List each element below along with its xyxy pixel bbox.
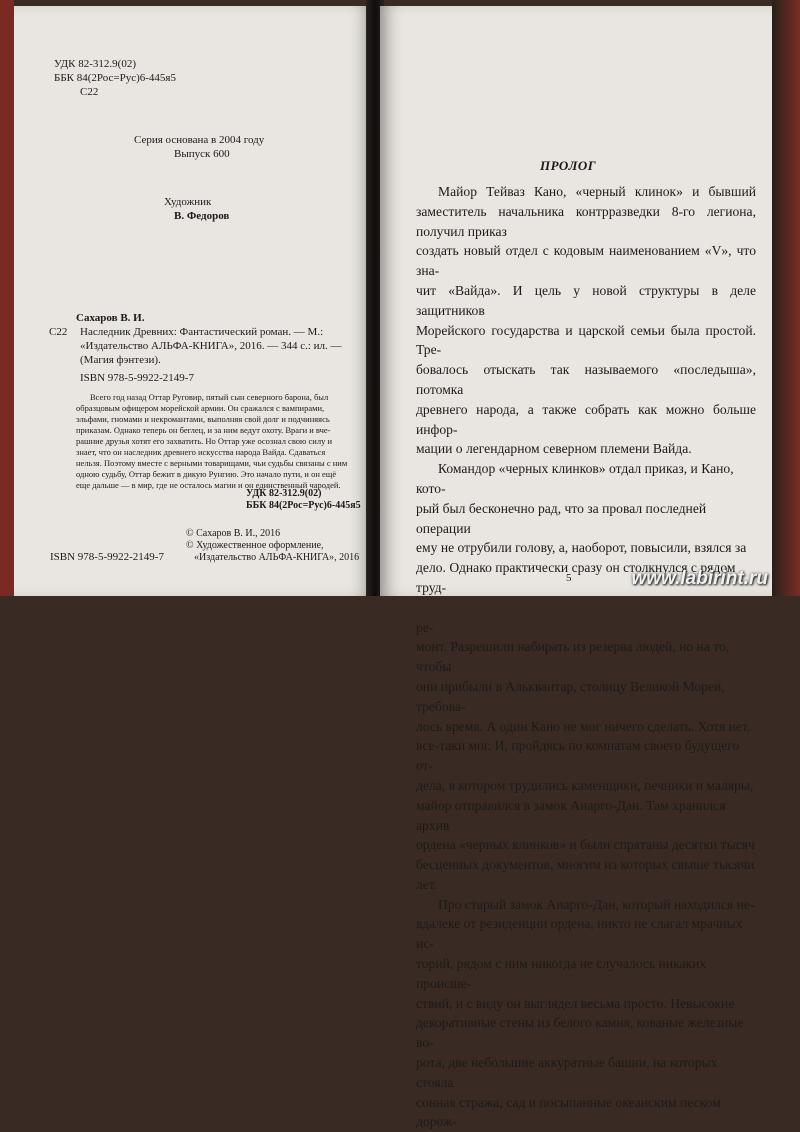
isbn-main: ISBN 978-5-9922-2149-7 <box>80 372 194 384</box>
annotation-line: знает, что он наследник древнего искусства народа Вайда. Сдаваться <box>76 447 326 457</box>
paragraph-line: ему не отрубили голову, а, наоборот, повысили, взялся за <box>416 540 747 556</box>
copyright-line: © Сахаров В. И., 2016 <box>186 528 281 539</box>
paragraph-line: ствий, и с виду он выглядел весьма просто. Невысокие <box>416 995 735 1011</box>
paragraph-line: дела, в котором трудились каменщики, печники и маляры, <box>416 777 754 793</box>
cutter-mark: С22 <box>80 86 99 98</box>
book-cover-edge-left <box>0 0 14 618</box>
annotation-line: образцовым офицером морейской армии. Он сражался с вампирами, <box>76 403 325 413</box>
paragraph-line: торий, рядом с ним никогда не случалось никаких происше- <box>416 956 707 991</box>
paragraph-line: монт. Разрешили набирать из резерва людей, но на то, чтобы <box>416 639 730 675</box>
paragraph-line: они прибыли в Альквантар, столицу Великой Мореи, требова- <box>416 678 725 714</box>
catalog-author: Сахаров В. И. <box>76 312 145 324</box>
paragraph-line: дело. Однако практически сразу он столкнулся с рядом труд- <box>416 560 736 595</box>
paragraph-line: ре- <box>416 619 434 635</box>
paragraph-line: рый был бесконечно рад, что за провал последней операции <box>416 500 707 536</box>
catalog-line: (Магия фэнтези). <box>80 354 161 366</box>
catalog-line: Наследник Древних: Фантастический роман. — М.: <box>80 326 324 338</box>
paragraph-line: ордена «черных клинков» и были спрятаны десятки тысяч <box>416 837 755 853</box>
left-page <box>14 6 372 596</box>
paragraph-line: мации о легендарном северном племени Вайда. <box>416 441 692 457</box>
isbn-bottom: ISBN 978-5-9922-2149-7 <box>50 551 164 563</box>
annotation-line: еще дальше — в мир, где не осталось магии и он единственный чародей. <box>76 480 341 490</box>
annotation-line: эльфами, гномами и некромантами, выполняя свой долг и подчиняясь <box>76 414 330 424</box>
annotation-line: приказам. Однако теперь он беглец, и за ним ведут охоту. Враги и вче- <box>76 425 331 435</box>
paragraph-line: лет. <box>416 876 438 892</box>
paragraph-line: древнего народа, а также собрать как можно больше инфор- <box>416 401 756 437</box>
udk-code: УДК 82-312.9(02) <box>54 58 137 70</box>
bbk-small: ББК 84(2Рос=Рус)6-445я5 <box>246 500 361 511</box>
right-page <box>380 6 772 1130</box>
paragraph-line: декоративные стены из белого камня, кованые железные во- <box>416 1015 744 1051</box>
catalog-cutter: С22 <box>49 326 68 338</box>
copyright-line: © Художественное оформление, <box>186 540 324 551</box>
copyright-line: «Издательство АЛЬФА-КНИГА», 2016 <box>194 552 360 563</box>
paragraph-line: Майор Тейваз Кано, «черный клинок» и бывший заместитель начальника контрразведки 8-го легиона, получил приказ <box>416 184 756 239</box>
paragraph-line: лось время. А один Кано не мог ничего сделать. Хотя нет, <box>416 718 751 734</box>
paragraph-line: вдалеке от резиденции ордена, никто не слагал мрачных ис- <box>416 916 743 952</box>
bbk-code: ББК 84(2Рос=Рус)6-445я5 <box>54 72 176 84</box>
artist-name: В. Федоров <box>174 210 230 222</box>
paragraph-line: все-таки мог. И, пройдясь по комнатам своего будущего от- <box>416 738 740 774</box>
body-text <box>416 182 756 1132</box>
book-bottom-edge <box>0 596 800 618</box>
paragraph-line: Про старый замок Анарго-Дан, который находился не- <box>438 896 755 912</box>
paragraph-line: Командор «черных клинков» отдал приказ, и Кано, кото- <box>416 461 734 496</box>
paragraph-line: сонная стража, сад и посыпанные океанским песком дорож- <box>416 1094 721 1130</box>
udk-small: УДК 82-312.9(02) <box>246 488 322 499</box>
paragraph-line: майор отправился в замок Анарго-Дан. Там хранился архив <box>416 797 726 833</box>
page-number: 5 <box>566 572 572 584</box>
paragraph-line: чит «Вайда». И цель у новой структуры в деле защитников <box>416 282 756 318</box>
paragraph-line: бесценных документов, многим из которых свыше тысячи <box>416 857 755 873</box>
annotation-line: Всего год назад Оттар Руговир, пятый сын северного барона, был <box>90 392 329 402</box>
catalog-line: «Издательство АЛЬФА-КНИГА», 2016. — 344 с.: ил. — <box>80 340 342 352</box>
annotation-line: одною судьбу, Оттар бежит в дикую Рунгию. Это начало пути, и он ещё <box>76 469 337 479</box>
annotation-line: нельзя. Поэтому вместе с верными товарищами, чьи судьбы связаны с ним <box>76 458 348 468</box>
paragraph-line: создать новый отдел с кодовым наименованием «V», что зна- <box>416 243 756 279</box>
book-cover-edge-right <box>772 0 800 618</box>
series-founded: Серия основана в 2004 году <box>134 134 265 146</box>
paragraph-line: бовалось отыскать так называемого «последыша», потомка <box>416 362 756 397</box>
watermark-logo: www.labirint.ru <box>631 568 768 589</box>
paragraph-line: рота, две небольшие аккуратные башни, на которых стояла <box>416 1055 718 1090</box>
annotation-line: рашние друзья хотят его захватить. Но Оттар уже осознал свою силу и <box>76 436 332 446</box>
chapter-title: ПРОЛОГ <box>540 158 597 173</box>
artist-label: Художник <box>164 196 212 208</box>
paragraph-line: Морейского государства и царской семьи была простой. Тре- <box>416 322 756 358</box>
series-issue: Выпуск 600 <box>174 148 230 160</box>
